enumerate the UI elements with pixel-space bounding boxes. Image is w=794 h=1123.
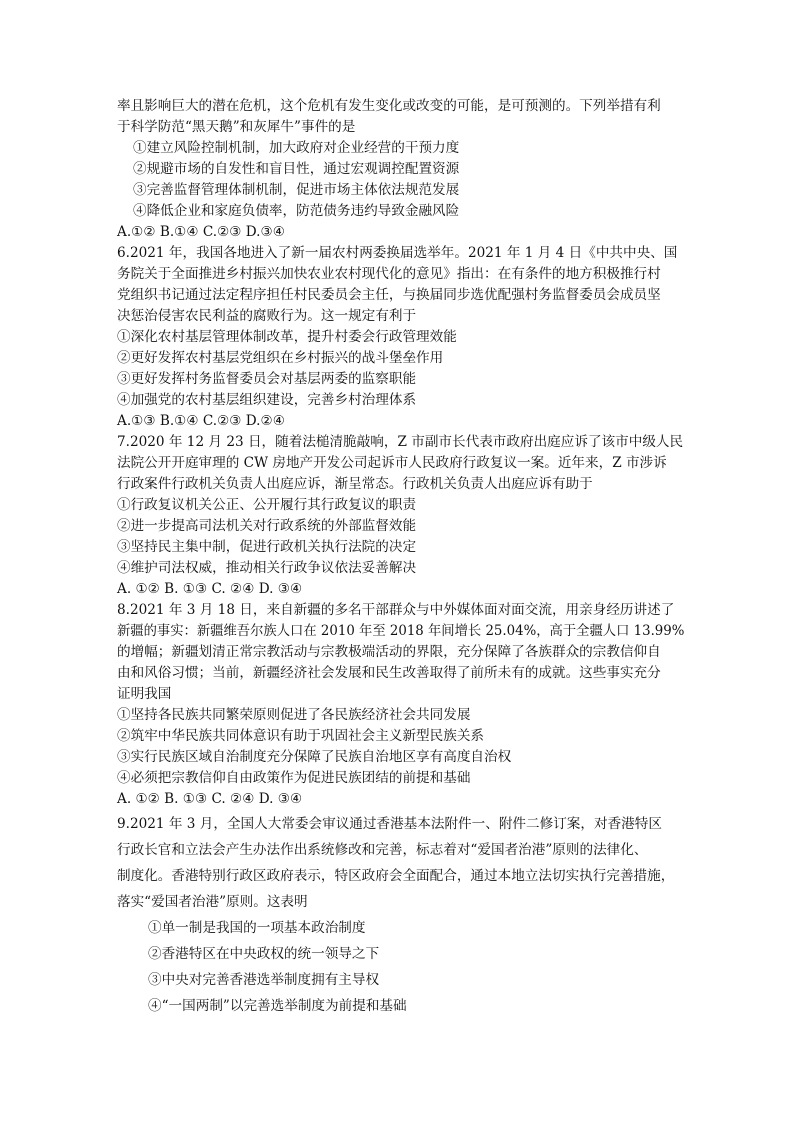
q9-option-3: ③中央对完善香港选举制度拥有主导权 <box>148 972 380 988</box>
q7-answers: A. ①② B. ①③ C. ②④ D. ③④ <box>117 581 303 597</box>
q5-text-line-2: 于科学防范“黑天鹅”和灰犀牛”事件的是 <box>117 119 356 135</box>
q7-option-3: ③坚持民主集中制，促进行政机关执行法院的决定 <box>117 539 417 555</box>
q8-text-line-1: 8.2021 年 3 月 18 日，来自新疆的多名干部群众与中外媒体面对面交流，用亲身经历讲述了 <box>117 602 675 618</box>
q8-answers: A. ①② B. ①③ C. ②④ D. ③④ <box>117 791 303 807</box>
q7-text-line-3: 行政案件行政机关负责人出庭应诉，渐呈常态。行政机关负责人出庭应诉有助于 <box>117 476 593 492</box>
q6-text-line-3: 党组织书记通过法定程序担任村民委员会主任，与换届同步选优配强村务监督委员会成员坚 <box>117 287 661 303</box>
q8-text-line-3: 的增幅；新疆划清正常宗教活动与宗教极端活动的界限，充分保障了各族群众的宗教信仰自 <box>117 644 661 660</box>
q6-text-line-2: 务院关于全面推进乡村振兴加快农业农村现代化的意见》指出：在有条件的地方积极推行村 <box>117 266 661 282</box>
q8-option-2: ②筑牢中华民族共同体意识有助于巩固社会主义新型民族关系 <box>117 728 485 744</box>
q8-text-line-4: 由和风俗习惯；当前，新疆经济社会发展和民生改善取得了前所未有的成就。这些事实充分 <box>117 665 661 681</box>
q8-option-1: ①坚持各民族共同繁荣原则促进了各民族经济社会共同发展 <box>117 707 471 723</box>
q8-option-4: ④必须把宗教信仰自由政策作为促进民族团结的前提和基础 <box>117 770 471 786</box>
q9-option-4: ④“一国两制”以完善选举制度为前提和基础 <box>148 998 407 1014</box>
q5-option-3: ③完善监督管理体制机制，促进市场主体依法规范发展 <box>133 182 460 198</box>
q5-answers: A.①② B.①④ C.②③ D.③④ <box>117 224 285 240</box>
q6-text-line-4: 决惩治侵害农民利益的腐败行为。这一规定有利于 <box>117 308 417 324</box>
q7-option-2: ②进一步提高司法机关对行政系统的外部监督效能 <box>117 518 417 534</box>
q6-option-3: ③更好发挥村务监督委员会对基层两委的监察职能 <box>117 371 417 387</box>
q5-option-4: ④降低企业和家庭负债率，防范债务违约导致金融风险 <box>133 203 460 219</box>
q7-text-line-2: 法院公开开庭审理的 CW 房地产开发公司起诉市人民政府行政复议一案。近年来，Z 市涉诉 <box>117 455 667 471</box>
q9-text-line-4: 落实“爱国者治港”原则。这表明 <box>117 894 308 910</box>
q6-text-line-1: 6.2021 年，我国各地进入了新一届农村两委换届选举年。2021 年 1 月 4 日《中共中央、国 <box>117 245 678 261</box>
q5-option-2: ②规避市场的自发性和盲目性，通过宏观调控配置资源 <box>133 161 460 177</box>
q8-text-line-2: 新疆的事实：新疆维吾尔族人口在 2010 年至 2018 年间增长 25.04%，高于全疆人口 13.99% <box>117 623 685 639</box>
q8-option-3: ③实行民族区域自治制度充分保障了民族自治地区享有高度自治权 <box>117 749 512 765</box>
q5-option-1: ①建立风险控制机制，加大政府对企业经营的干预力度 <box>133 140 460 156</box>
q7-option-1: ①行政复议机关公正、公开履行其行政复议的职责 <box>117 497 417 513</box>
q5-text-line-1: 率且影响巨大的潜在危机，这个危机有发生变化或改变的可能，是可预测的。下列举措有利 <box>117 98 661 114</box>
q6-option-4: ④加强党的农村基层组织建设，完善乡村治理体系 <box>117 392 417 408</box>
q8-text-line-5: 证明我国 <box>117 686 172 702</box>
q9-text-line-2: 行政长官和立法会产生办法作出系统修改和完善，标志着对“爱国者治港”原则的法律化、 <box>117 842 648 858</box>
q6-answers: A.①③ B.①④ C.②③ D.②④ <box>117 413 285 429</box>
q9-option-1: ①单一制是我国的一项基本政治制度 <box>148 920 366 936</box>
q9-option-2: ②香港特区在中央政权的统一领导之下 <box>148 946 380 962</box>
q6-option-2: ②更好发挥农村基层党组织在乡村振兴的战斗堡垒作用 <box>117 350 444 366</box>
q9-text-line-3: 制度化。香港特别行政区政府表示，特区政府会全面配合，通过本地立法切实执行完善措施， <box>117 868 675 884</box>
q7-text-line-1: 7.2020 年 12 月 23 日，随着法槌清脆敲响，Z 市副市长代表市政府出庭应诉了该市中级人民 <box>117 434 684 450</box>
q7-option-4: ④维护司法权威，推动相关行政争议依法妥善解决 <box>117 560 417 576</box>
q9-text-line-1: 9.2021 年 3 月，全国人大常委会审议通过香港基本法附件一、附件二修订案，对香港特区 <box>117 816 662 832</box>
q6-option-1: ①深化农村基层管理体制改革，提升村委会行政管理效能 <box>117 329 457 345</box>
